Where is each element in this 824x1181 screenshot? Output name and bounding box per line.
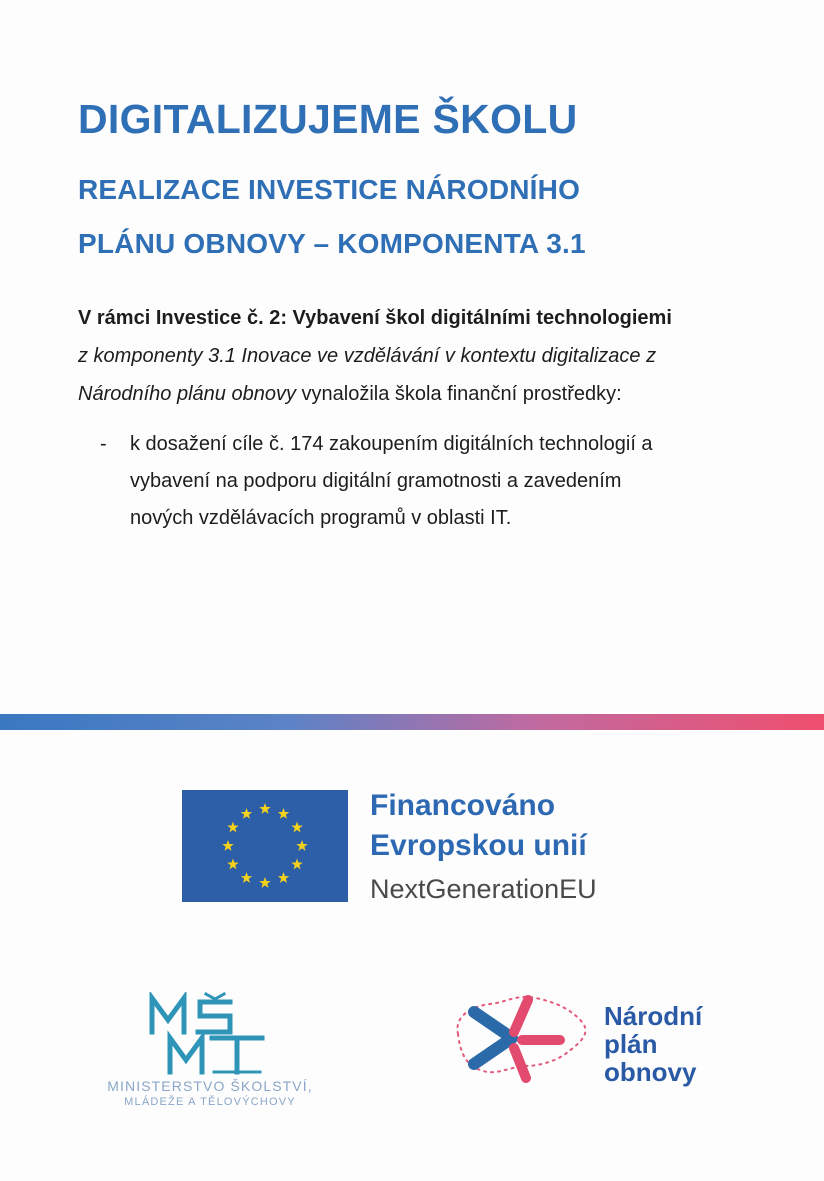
npo-line-1: Národní [604,1001,703,1031]
msmt-line-1: MINISTERSTVO ŠKOLSTVÍ, [107,1078,313,1094]
body-paragraph [78,299,778,413]
npo-logo-icon [450,986,598,1086]
npo-line-2: plán [604,1029,658,1059]
page-title: DIGITALIZUJEME ŠKOLU [78,96,578,142]
body-line-2: z komponenty 3.1 Inovace ve vzdělávání v kontextu digitalizace z [78,345,657,367]
eu-line-1: Financováno [370,789,556,822]
bullet-line-3: nových vzdělávacích programů v oblasti IT. [130,507,512,529]
npo-line-3: obnovy [604,1057,697,1087]
eu-flag-icon [182,790,348,902]
gradient-divider [0,714,824,730]
msmt-caption [90,1078,330,1108]
bullet-line-1: k dosažení cíle č. 174 zakoupením digitálních technologií a [130,433,653,455]
msmt-logo-icon [140,992,280,1076]
body-line-1: V rámci Investice č. 2: Vybavení škol digitálními technologiemi [78,307,672,329]
eu-funding-text [370,786,597,910]
subtitle-line-1: REALIZACE INVESTICE NÁRODNÍHO [78,174,581,205]
npo-caption [604,1002,702,1086]
msmt-line-2: MLÁDEŽE A TĚLOVÝCHOVY [124,1096,296,1108]
subtitle-line-2: PLÁNU OBNOVY – KOMPONENTA 3.1 [78,228,586,259]
eu-line-3: NextGenerationEU [370,874,597,904]
bullet-line-2: vybavení na podporu digitální gramotnosti a zavedením [130,470,622,492]
bullet-marker: - [100,433,107,455]
body-line-3-italic: Národního plánu obnovy [78,383,296,405]
eu-line-2: Evropskou unií [370,829,587,862]
body-line-3-rest: vynaložila škola finanční prostředky: [295,383,622,405]
